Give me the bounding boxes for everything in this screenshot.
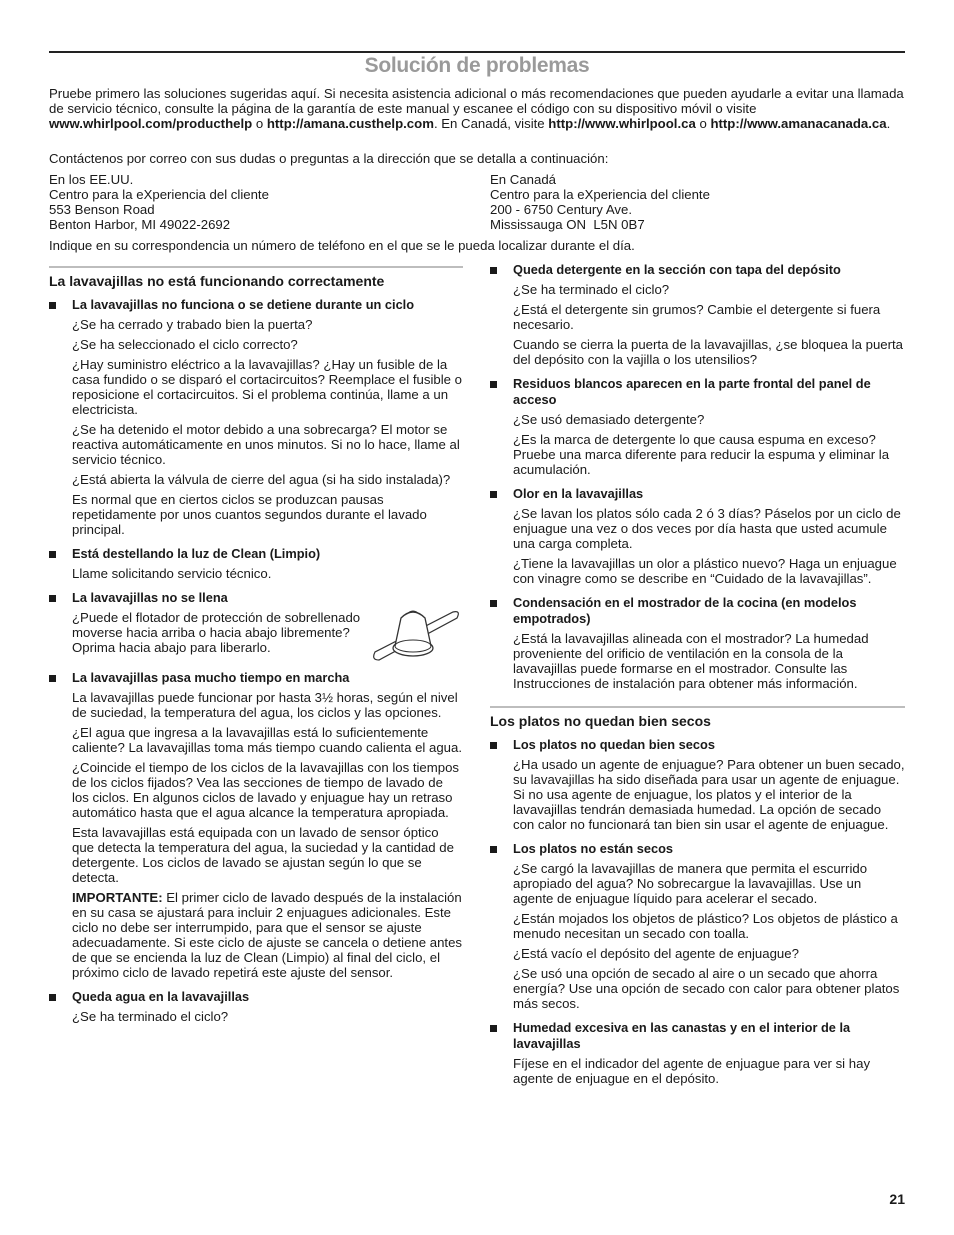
phone-line: Indique en su correspondencia un número de teléfono en el que se le pueda localizar durante el día. xyxy=(49,238,635,253)
problem-item xyxy=(490,841,905,1011)
heading-text: La lavavajillas no funciona o se detiene durante un ciclo xyxy=(72,297,415,312)
solution-text: ¿Está vacío el depósito del agente de enjuague? xyxy=(513,946,799,961)
important-label: IMPORTANTE: xyxy=(72,890,163,905)
heading-text: La lavavajillas no se llena xyxy=(72,590,228,605)
right-column xyxy=(490,262,905,1091)
problem-heading xyxy=(49,590,463,606)
square-bullet-icon xyxy=(49,551,56,558)
solution-text: ¿Se ha terminado el ciclo? xyxy=(513,282,670,297)
square-bullet-icon xyxy=(490,1025,497,1032)
contact-line: Contáctenos por correo con sus dudas o preguntas a la dirección que se detalla a continuación: xyxy=(49,151,609,166)
intro-or-1: o xyxy=(252,116,267,131)
address-us-line: En los EE.UU. xyxy=(49,172,134,187)
square-bullet-icon xyxy=(490,600,497,607)
solution-text: La lavavajillas puede funcionar por hasta 3½ horas, según el nivel de suciedad, la temperatura del agua, los ciclos y las opciones. xyxy=(72,690,458,720)
solution-text: ¿Se usó una opción de secado al aire o un secado que ahorra energía? Use una opción de secado con calor para obtener platos más secos. xyxy=(513,966,900,1011)
address-us xyxy=(49,172,269,232)
problem-item xyxy=(49,590,463,666)
solution-text: ¿Se ha cerrado y trabado bien la puerta? xyxy=(72,317,313,332)
problem-item xyxy=(490,1020,905,1086)
important-note xyxy=(49,890,463,980)
heading-text: Condensación en el mostrador de la cocina (en modelos empotrados) xyxy=(513,595,857,626)
intro-text xyxy=(49,86,905,131)
problem-item xyxy=(49,546,463,581)
float-box xyxy=(49,610,463,666)
heading-text: Los platos no están secos xyxy=(513,841,674,856)
problem-item xyxy=(49,670,463,980)
important-text: El primer ciclo de lavado después de la instalación en su casa se ajustará para incluir 2 enjuagues adicionales. Este ciclo no debe ser interrumpido, para que el sensor se ajuste adecuadamente. Si este ciclo de ajuste se cancela o detiene antes de que se encienda la luz de Clean (Limpio) al final del ciclo, el próximo ciclo de lavado repetirá este ajuste del sensor. xyxy=(72,890,463,980)
square-bullet-icon xyxy=(490,381,497,388)
problem-heading xyxy=(490,841,905,857)
square-bullet-icon xyxy=(49,675,56,682)
solution-text: ¿Puede el flotador de protección de sobrellenado moverse hacia arriba o hacia abajo libremente? Oprima hacia abajo para liberarlo. xyxy=(72,610,361,655)
heading-text: Está destellando la luz de Clean (Limpio) xyxy=(72,546,321,561)
problem-item xyxy=(490,376,905,477)
top-rule xyxy=(49,51,905,53)
problem-item xyxy=(490,737,905,832)
problem-item xyxy=(490,486,905,586)
solution-text: ¿Se ha seleccionado el ciclo correcto? xyxy=(72,337,298,352)
heading-text: La lavavajillas pasa mucho tiempo en marcha xyxy=(72,670,350,685)
solution-text: ¿Están mojados los objetos de plástico? Los objetos de plástico a menudo necesitan un secado con toalla. xyxy=(513,911,898,941)
page-title: Solución de problemas xyxy=(364,54,590,77)
square-bullet-icon xyxy=(49,302,56,309)
problem-heading xyxy=(49,670,463,686)
section-rule xyxy=(49,266,463,268)
solution-text: ¿Se cargó la lavavajillas de manera que permita el escurrido apropiado del agua? No sobrecargue la lavavajillas. Use un agente de enjuague líquido para acelerar el secado. xyxy=(513,861,868,906)
solution-text: ¿Tiene la lavavajillas un olor a plástico nuevo? Haga un enjuague con vinagre como se describe en “Cuidado de la lavavajillas”. xyxy=(513,556,897,586)
overfill-float-icon xyxy=(367,604,463,666)
problem-heading xyxy=(490,262,905,278)
solution-text: ¿Es la marca de detergente lo que causa espuma en exceso? Pruebe una marca diferente para reducir la espuma y eliminar la acumulación. xyxy=(513,432,890,477)
square-bullet-icon xyxy=(490,491,497,498)
problem-heading xyxy=(490,486,905,502)
address-ca-line: Centro para la eXperiencia del cliente xyxy=(490,187,710,202)
problem-heading xyxy=(49,546,463,562)
intro-paragraph xyxy=(49,86,905,131)
address-ca-line: 200 - 6750 Century Ave. xyxy=(490,202,632,217)
heading-text: Queda agua en la lavavajillas xyxy=(72,989,250,1004)
problem-heading xyxy=(490,737,905,753)
left-column xyxy=(49,266,463,1029)
problem-heading xyxy=(490,376,905,408)
address-ca-line: En Canadá xyxy=(490,172,556,187)
solution-text: Llame solicitando servicio técnico. xyxy=(72,566,272,581)
link-amanacanada[interactable]: http://www.amanacanada.ca xyxy=(710,116,887,131)
section-rule xyxy=(490,706,905,708)
intro-end: . xyxy=(886,116,891,131)
solution-text: ¿Se ha detenido el motor debido a una sobrecarga? El motor se reactiva automáticamente en unos minutos. Si no lo hace, llame al servicio técnico. xyxy=(72,422,460,467)
heading-text: Humedad excesiva en las canastas y en el interior de la lavavajillas xyxy=(513,1020,851,1051)
solution-text: Es normal que en ciertos ciclos se produzcan pausas repetidamente por unos cuantos segundos durante el lavado principal. xyxy=(72,492,427,537)
problem-heading xyxy=(490,1020,905,1052)
problem-item xyxy=(490,262,905,367)
solution-text: Esta lavavajillas está equipada con un lavado de sensor óptico que detecta la temperatura del agua, la suciedad y la cantidad de detergente. Los ciclos de lavado se ajustan según lo que se detecta. xyxy=(72,825,454,885)
square-bullet-icon xyxy=(490,742,497,749)
solution-text: ¿El agua que ingresa a la lavavajillas está lo suficientemente caliente? La lavavajillas toma más tiempo cuando calienta el agua. xyxy=(72,725,462,755)
page-number: 21 xyxy=(889,1191,905,1207)
solution-text: Cuando se cierra la puerta de la lavavajillas, ¿se bloquea la puerta del depósito con la vajilla o los utensilios? xyxy=(513,337,903,367)
solution-text: ¿Está abierta la válvula de cierre del agua (si ha sido instalada)? xyxy=(72,472,451,487)
solution-text: ¿Está la lavavajillas alineada con el mostrador? La humedad proveniente del orificio de ventilación en la consola de la lavavajillas puede formarse en el mostrador. Consulte las Instrucciones de instalación para obtener más información. xyxy=(513,631,869,691)
square-bullet-icon xyxy=(490,267,497,274)
heading-text: Olor en la lavavajillas xyxy=(513,486,644,501)
address-us-line: Centro para la eXperiencia del cliente xyxy=(49,187,269,202)
address-us-line: Benton Harbor, MI 49022-2692 xyxy=(49,217,231,232)
solution-text: ¿Ha usado un agente de enjuague? Para obtener un buen secado, su lavavajillas ha sido diseñada para usar un agente de enjuague. Si no usa agente de enjuague, los platos y el interior de la lavavajillas tendrán demasiada humedad. La opción de secado con calor no funcionará tan bien sin usar el agente de enjuague. xyxy=(513,757,905,832)
intro-text-a: Pruebe primero las soluciones sugeridas aquí. Si necesita asistencia adicional o más recomendaciones que pueden ayudarle a evitar una llamada de servicio técnico, consulte la página de la garantía de este manual y escanee el código con su dispositivo móvil o visite xyxy=(49,86,904,116)
solution-text: ¿Se usó demasiado detergente? xyxy=(513,412,705,427)
link-amana-custhelp[interactable]: http://amana.custhelp.com xyxy=(266,116,434,131)
solution-text: ¿Hay suministro eléctrico a la lavavajillas? ¿Hay un fusible de la casa fundido o se disparó el cortacircuitos? Reemplace el fusible o reposicione el cortacircuitos. Si el problema continúa, llame a un electricista. xyxy=(72,357,462,417)
manual-page xyxy=(49,0,905,1235)
square-bullet-icon xyxy=(49,595,56,602)
address-ca-line: Mississauga ON L5N 0B7 xyxy=(490,217,645,232)
problem-heading xyxy=(49,989,463,1005)
heading-text: Los platos no quedan bien secos xyxy=(513,737,715,752)
link-whirlpool-producthelp[interactable]: www.whirlpool.com/producthelp xyxy=(49,116,253,131)
problem-item xyxy=(490,595,905,691)
square-bullet-icon xyxy=(49,994,56,1001)
solution-text: ¿Está el detergente sin grumos? Cambie el detergente si fuera necesario. xyxy=(513,302,881,332)
intro-or-2: o xyxy=(695,116,711,131)
heading-text: Residuos blancos aparecen en la parte frontal del panel de acceso xyxy=(513,376,871,407)
problem-heading xyxy=(490,595,905,627)
problem-item xyxy=(49,297,463,537)
intro-text-b: . En Canadá, visite xyxy=(433,116,549,131)
solution-text: Fíjese en el indicador del agente de enjuague para ver si hay agente de enjuague en el depósito. xyxy=(513,1056,871,1086)
heading-text: Queda detergente en la sección con tapa del depósito xyxy=(513,262,841,277)
problem-heading xyxy=(49,297,463,313)
solution-text: ¿Se ha terminado el ciclo? xyxy=(72,1009,229,1024)
address-us-line: 553 Benson Road xyxy=(49,202,155,217)
link-whirlpool-ca[interactable]: http://www.whirlpool.ca xyxy=(548,116,696,131)
solution-text: ¿Coincide el tiempo de los ciclos de la lavavajillas con los tiempos de los ciclos fijados? Vea las secciones de tiempo de lavado de los ciclos. En algunos ciclos de lavado y enjuague hay un retraso automático hasta que el agua alcance la temperatura apropiada. xyxy=(72,760,460,820)
solution-text: ¿Se lavan los platos sólo cada 2 ó 3 días? Páselos por un ciclo de enjuague una vez o dos veces por día hasta que usted acumule una carga completa. xyxy=(513,506,901,551)
square-bullet-icon xyxy=(490,846,497,853)
section-title: Los platos no quedan bien secos xyxy=(490,713,711,729)
address-canada xyxy=(490,172,710,232)
section-title: La lavavajillas no está funcionando correctamente xyxy=(49,273,385,289)
problem-item xyxy=(49,989,463,1024)
